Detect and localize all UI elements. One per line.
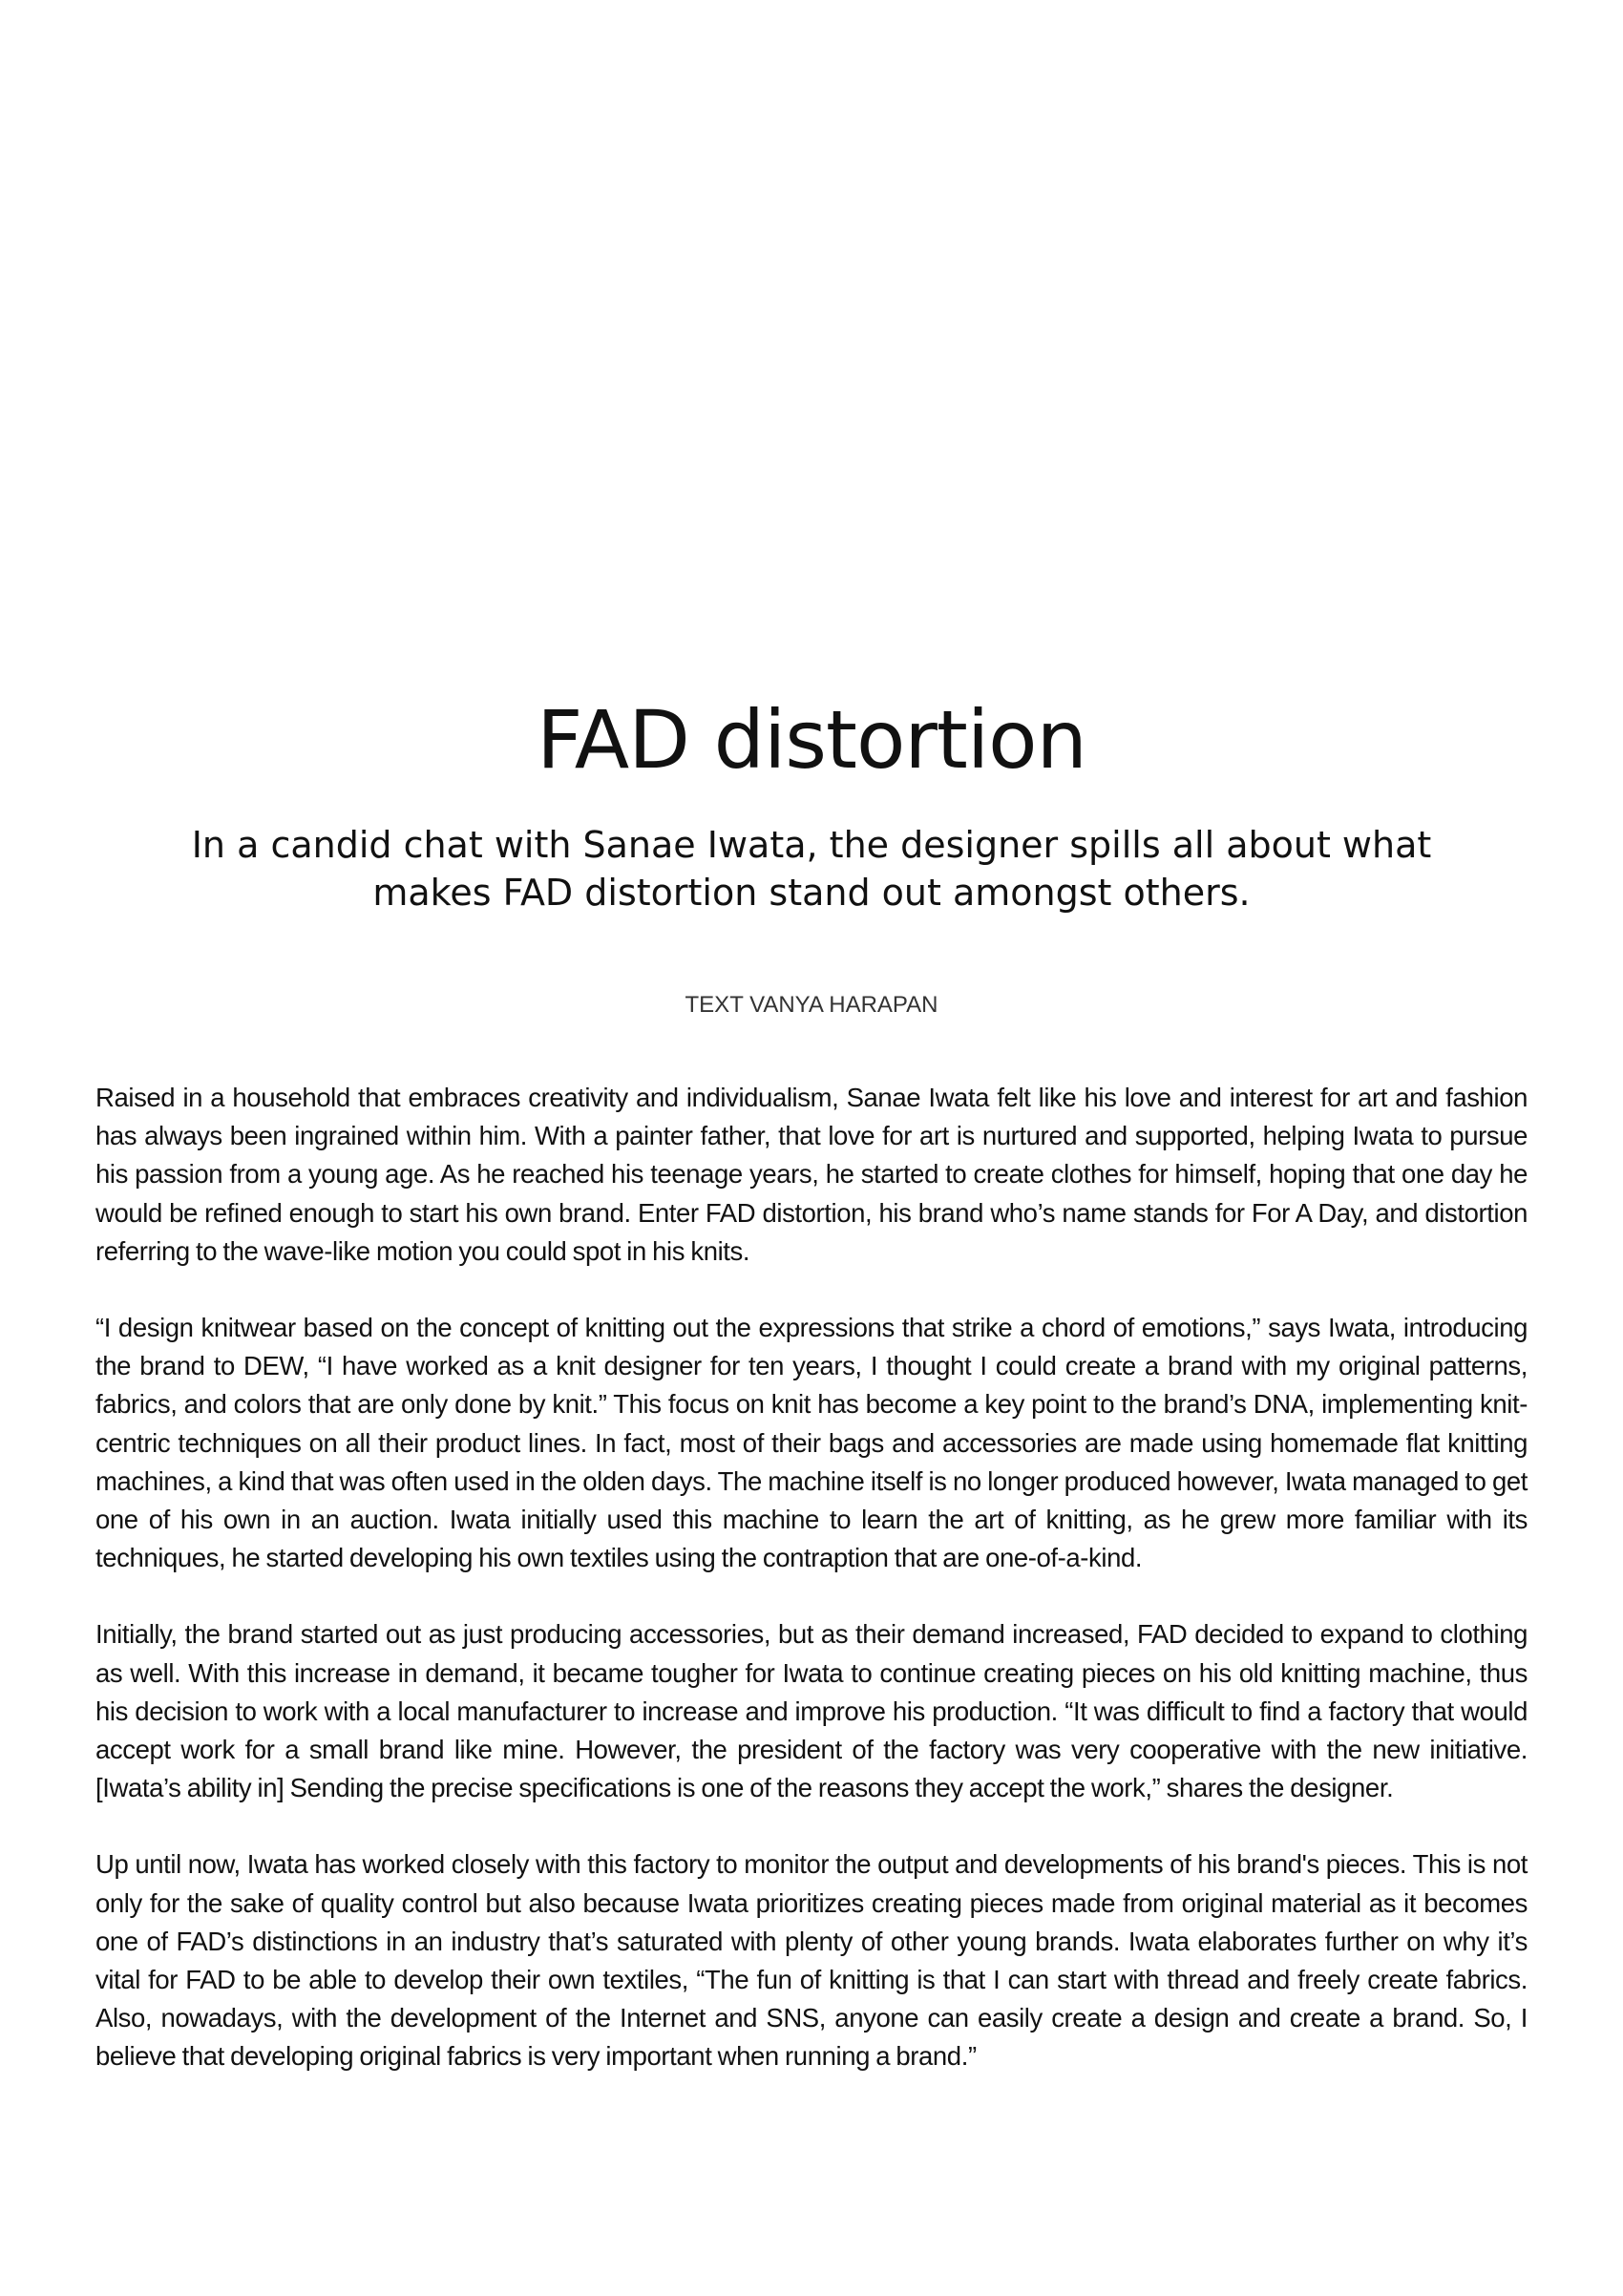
body-paragraph: Up until now, Iwata has worked closely with this factory to monitor the output and developments of his brand's pieces. This is not only for the sake of quality control but also because Iwata prioritizes creating pieces made from original material as it becomes one of FAD’s distinctions in an industry that’s saturated with plenty of other young brands. Iwata elaborates further on why it’s vital for FAD to be able to develop their own textiles, “The fun of knitting is that I can start with thread and freely create fabrics. Also, nowadays, with the development of the Internet and SNS, anyone can easily create a design and create a brand. So, I believe that developing original fabrics is very important when running a brand.” [95, 1849, 1528, 2072]
article-byline: TEXT VANYA HARAPAN [685, 992, 938, 1018]
article-title: FAD distortion [537, 693, 1086, 787]
article-subtitle: In a candid chat with Sanae Iwata, the designer spills all about what makes FAD distortion stand out amongst others. [191, 824, 1432, 914]
body-paragraph: Initially, the brand started out as just producing accessories, but as their demand increased, FAD decided to expand to clothing as well. With this increase in demand, it became tougher for Iwata to continue creating pieces on his old knitting machine, thus his decision to work with a local manufacturer to increase and improve his production. “It was difficult to find a factory that would accept work for a small brand like mine. However, the president of the factory was very cooperative with the new initiative. [Iwata’s ability in] Sending the precise specifications is one of the reasons they accept the work,” shares the designer. [95, 1619, 1528, 1803]
body-paragraph: “I design knitwear based on the concept of knitting out the expressions that strike a chord of emotions,” says Iwata, introducing the brand to DEW, “I have worked as a knit designer for ten years, I thought I could create a brand with my original patterns, fabrics, and colors that are only done by knit.” This focus on knit has become a key point to the brand’s DNA, implementing knit-centric techniques on all their product lines. In fact, most of their bags and accessories are made using homemade flat knitting machines, a kind that was often used in the olden days. The machine itself is no longer produced however, Iwata managed to get one of his own in an auction. Iwata initially used this machine to learn the art of knitting, as he grew more familiar with its techniques, he started developing his own textiles using the contraption that are one-of-a-kind. [95, 1313, 1528, 1573]
body-paragraph: Raised in a household that embraces creativity and individualism, Sanae Iwata felt like his love and interest for art and fashion has always been ingrained within him. With a painter father, that love for art is nurtured and supported, helping Iwata to pursue his passion from a young age. As he reached his teenage years, he started to create clothes for himself, hoping that one day he would be refined enough to start his own brand. Enter FAD distortion, his brand who’s name stands for For A Day, and distortion referring to the wave-like motion you could spot in his knits. [95, 1083, 1528, 1266]
article-body [95, 1079, 1528, 2115]
